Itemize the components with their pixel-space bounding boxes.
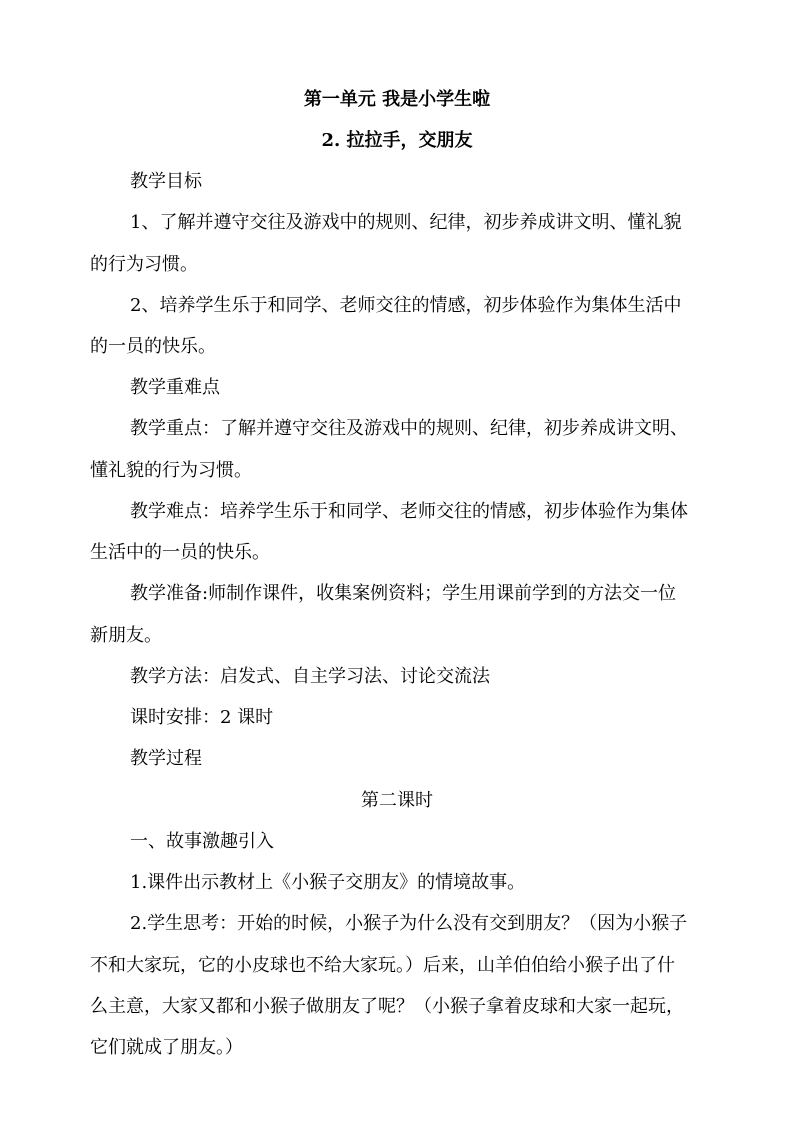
preparation-line-2: 新朋友。 xyxy=(90,625,162,646)
unit-title: 第一单元 我是小学生啦 xyxy=(303,89,491,110)
section-1-heading: 一、故事激趣引入 xyxy=(130,831,274,852)
step-2-line-3: 么主意，大家又都和小猴子做朋友了呢？（小猴子拿着皮球和大家一起玩， xyxy=(90,996,684,1017)
period-title: 第二课时 xyxy=(361,790,433,811)
step-2-line-4: 它们就成了朋友。） xyxy=(90,1037,243,1058)
key-difficult-heading: 教学重难点 xyxy=(130,377,220,398)
objectives-heading: 教学目标 xyxy=(130,171,202,192)
key-point-line-2: 懂礼貌的行为习惯。 xyxy=(90,460,252,481)
objective-2-line-2: 的一员的快乐。 xyxy=(90,336,216,357)
step-1: 1.课件出示教材上《小猴子交朋友》的情境故事。 xyxy=(130,872,526,893)
lesson-schedule: 课时安排：2 课时 xyxy=(130,707,274,728)
step-2-line-2: 不和大家玩，它的小皮球也不给大家玩。）后来，山羊伯伯给小猴子出了什 xyxy=(90,955,675,976)
objective-1-line-2: 的行为习惯。 xyxy=(90,254,198,275)
difficult-point-line-1: 教学难点：培养学生乐于和同学、老师交往的情感，初步体验作为集体 xyxy=(130,501,688,522)
teaching-methods: 教学方法：启发式、自主学习法、讨论交流法 xyxy=(130,666,490,687)
lesson-title: 2. 拉拉手，交朋友 xyxy=(321,130,473,151)
key-point-line-1: 教学重点：了解并遵守交往及游戏中的规则、纪律，初步养成讲文明、 xyxy=(130,418,688,439)
difficult-point-line-2: 生活中的一员的快乐。 xyxy=(90,542,270,563)
preparation-line-1: 教学准备:师制作课件，收集案例资料；学生用课前学到的方法交一位 xyxy=(130,583,677,604)
process-heading: 教学过程 xyxy=(130,748,202,769)
step-2-line-1: 2.学生思考：开始的时候，小猴子为什么没有交到朋友？（因为小猴子 xyxy=(130,913,688,934)
objective-1-line-1: 1、了解并遵守交往及游戏中的规则、纪律，初步养成讲文明、懂礼貌 xyxy=(130,212,682,233)
objective-2-line-1: 2、培养学生乐于和同学、老师交往的情感，初步体验作为集体生活中 xyxy=(130,295,682,316)
